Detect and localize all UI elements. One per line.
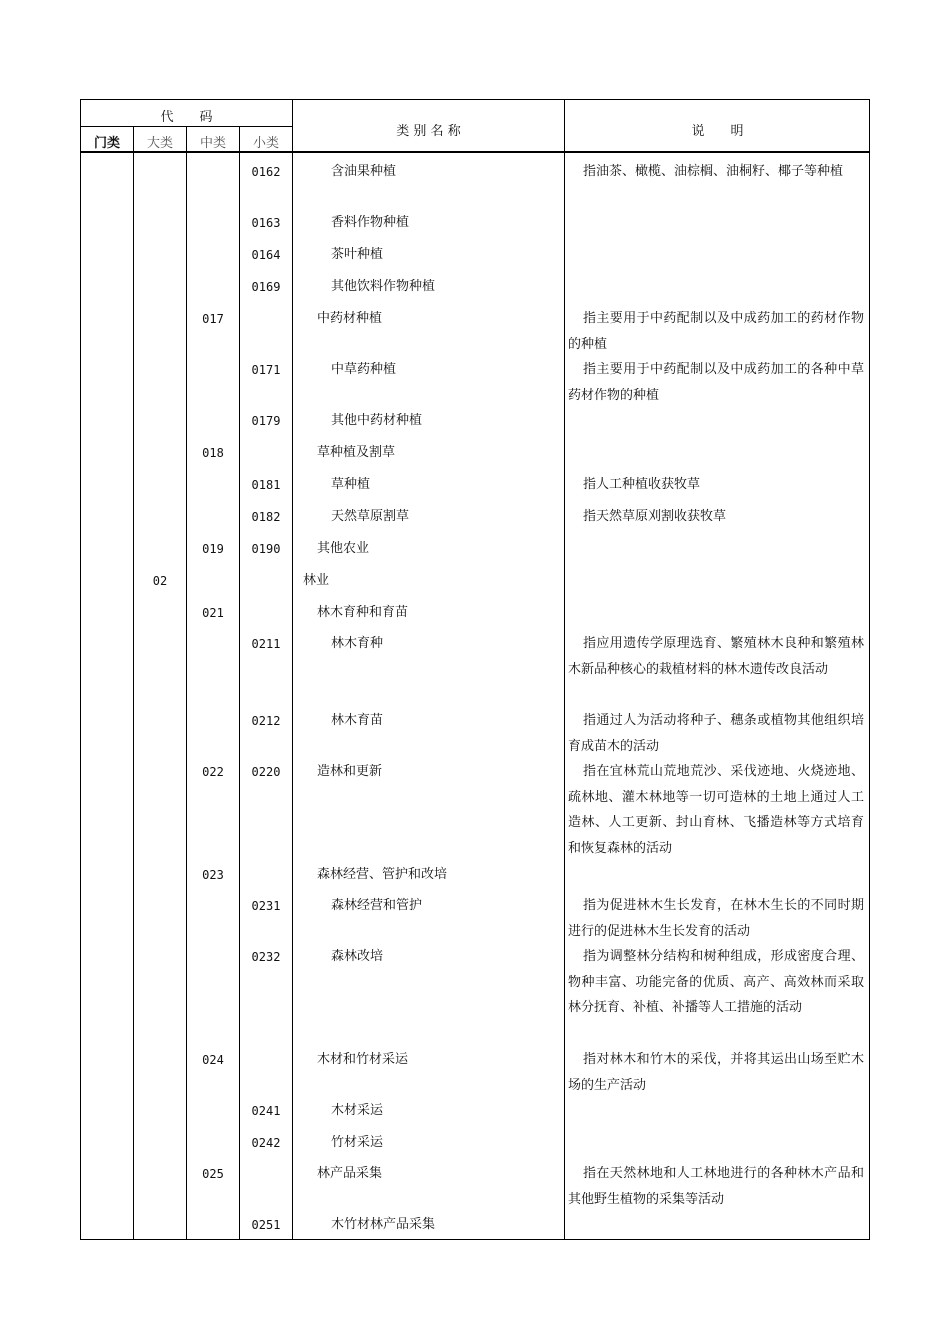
category-name: 森林经营、管护和改培 bbox=[317, 867, 448, 882]
header-desc: 说 明 bbox=[691, 124, 744, 139]
category-name: 中药材种植 bbox=[317, 311, 383, 326]
middle-code: 021 bbox=[202, 606, 224, 620]
header-door: 门类 bbox=[93, 136, 120, 151]
category-description: 指在天然林地和人工林地进行的各种林木产品和其他野生植物的采集等活动 bbox=[568, 1166, 864, 1207]
category-name: 林木育种 bbox=[331, 636, 384, 651]
header-middle: 中类 bbox=[199, 136, 226, 151]
category-name: 其他中药材种植 bbox=[331, 413, 423, 428]
minor-code: 0163 bbox=[251, 216, 281, 230]
category-name: 林产品采集 bbox=[317, 1166, 383, 1181]
category-name: 木竹材林产品采集 bbox=[331, 1217, 436, 1232]
category-name: 茶叶种植 bbox=[331, 247, 384, 262]
category-name: 香料作物种植 bbox=[331, 215, 410, 230]
minor-code: 0241 bbox=[251, 1104, 281, 1118]
header-name: 类 别 名 称 bbox=[396, 124, 461, 139]
category-description: 指为促进林木生长发育，在林木生长的不同时期进行的促进林木生长发育的活动 bbox=[568, 898, 864, 939]
middle-code: 025 bbox=[202, 1167, 224, 1181]
minor-code: 0190 bbox=[251, 542, 281, 556]
category-name: 中草药种植 bbox=[331, 362, 397, 377]
column-divider bbox=[564, 100, 565, 1239]
category-name: 含油果种植 bbox=[331, 164, 397, 179]
category-name: 木材采运 bbox=[331, 1103, 384, 1118]
minor-code: 0232 bbox=[251, 950, 281, 964]
header-major: 大类 bbox=[146, 136, 173, 151]
category-name: 天然草原割草 bbox=[331, 509, 410, 524]
minor-code: 0251 bbox=[251, 1218, 281, 1232]
category-description: 指通过人为活动将种子、穗条或植物其他组织培育成苗木的活动 bbox=[568, 713, 864, 754]
category-description: 指为调整林分结构和树种组成，形成密度合理、物种丰富、功能完备的优质、高产、高效林而采取林分抚育、补植、补播等人工措施的活动 bbox=[568, 949, 864, 1015]
category-name: 竹材采运 bbox=[331, 1135, 384, 1150]
major-code: 02 bbox=[152, 574, 168, 588]
header-code: 代 码 bbox=[160, 110, 213, 125]
minor-code: 0171 bbox=[251, 363, 281, 377]
category-name: 木材和竹材采运 bbox=[317, 1052, 409, 1067]
minor-code: 0242 bbox=[251, 1136, 281, 1150]
classification-table bbox=[80, 99, 870, 1240]
category-name: 森林经营和管护 bbox=[331, 898, 423, 913]
category-description: 指人工种植收获牧草 bbox=[583, 477, 701, 492]
category-description: 指主要用于中药配制以及中成药加工的各种中草药材作物的种植 bbox=[568, 362, 864, 403]
minor-code: 0179 bbox=[251, 414, 281, 428]
middle-code: 018 bbox=[202, 446, 224, 460]
middle-code: 022 bbox=[202, 765, 224, 779]
minor-code: 0162 bbox=[251, 165, 281, 179]
middle-code: 023 bbox=[202, 868, 224, 882]
category-description: 指油茶、橄榄、油棕榈、油桐籽、椰子等种植 bbox=[583, 164, 844, 179]
category-description: 指天然草原刈割收获牧草 bbox=[583, 509, 727, 524]
middle-code: 024 bbox=[202, 1053, 224, 1067]
category-name: 其他农业 bbox=[317, 541, 370, 556]
category-description: 指应用遗传学原理选育、繁殖林木良种和繁殖林木新品种核心的栽植材料的林木遗传改良活动 bbox=[568, 636, 864, 677]
column-divider bbox=[133, 127, 134, 1239]
minor-code: 0164 bbox=[251, 248, 281, 262]
minor-code: 0211 bbox=[251, 637, 281, 651]
category-name: 林木育种和育苗 bbox=[317, 605, 409, 620]
middle-code: 017 bbox=[202, 312, 224, 326]
minor-code: 0220 bbox=[251, 765, 281, 779]
category-name: 草种植及割草 bbox=[317, 445, 396, 460]
minor-code: 0231 bbox=[251, 899, 281, 913]
minor-code: 0212 bbox=[251, 714, 281, 728]
category-name: 其他饮料作物种植 bbox=[331, 279, 436, 294]
minor-code: 0181 bbox=[251, 478, 281, 492]
category-description: 指对林木和竹木的采伐，并将其运出山场至贮木场的生产活动 bbox=[568, 1052, 864, 1093]
column-divider bbox=[292, 100, 293, 1239]
minor-code: 0182 bbox=[251, 510, 281, 524]
category-name: 林木育苗 bbox=[331, 713, 384, 728]
category-name: 森林改培 bbox=[331, 949, 384, 964]
category-description: 指主要用于中药配制以及中成药加工的药材作物的种植 bbox=[568, 311, 864, 352]
minor-code: 0169 bbox=[251, 280, 281, 294]
category-name: 造林和更新 bbox=[317, 764, 383, 779]
category-name: 林业 bbox=[303, 573, 330, 588]
middle-code: 019 bbox=[202, 542, 224, 556]
code-header-divider bbox=[81, 126, 293, 127]
header-minor: 小类 bbox=[252, 136, 279, 151]
category-description: 指在宜林荒山荒地荒沙、采伐迹地、火烧迹地、疏林地、灌木林地等一切可造林的土地上通过人工造林、人工更新、封山育林、飞播造林等方式培育和恢复森林的活动 bbox=[568, 764, 864, 856]
category-name: 草种植 bbox=[331, 477, 371, 492]
